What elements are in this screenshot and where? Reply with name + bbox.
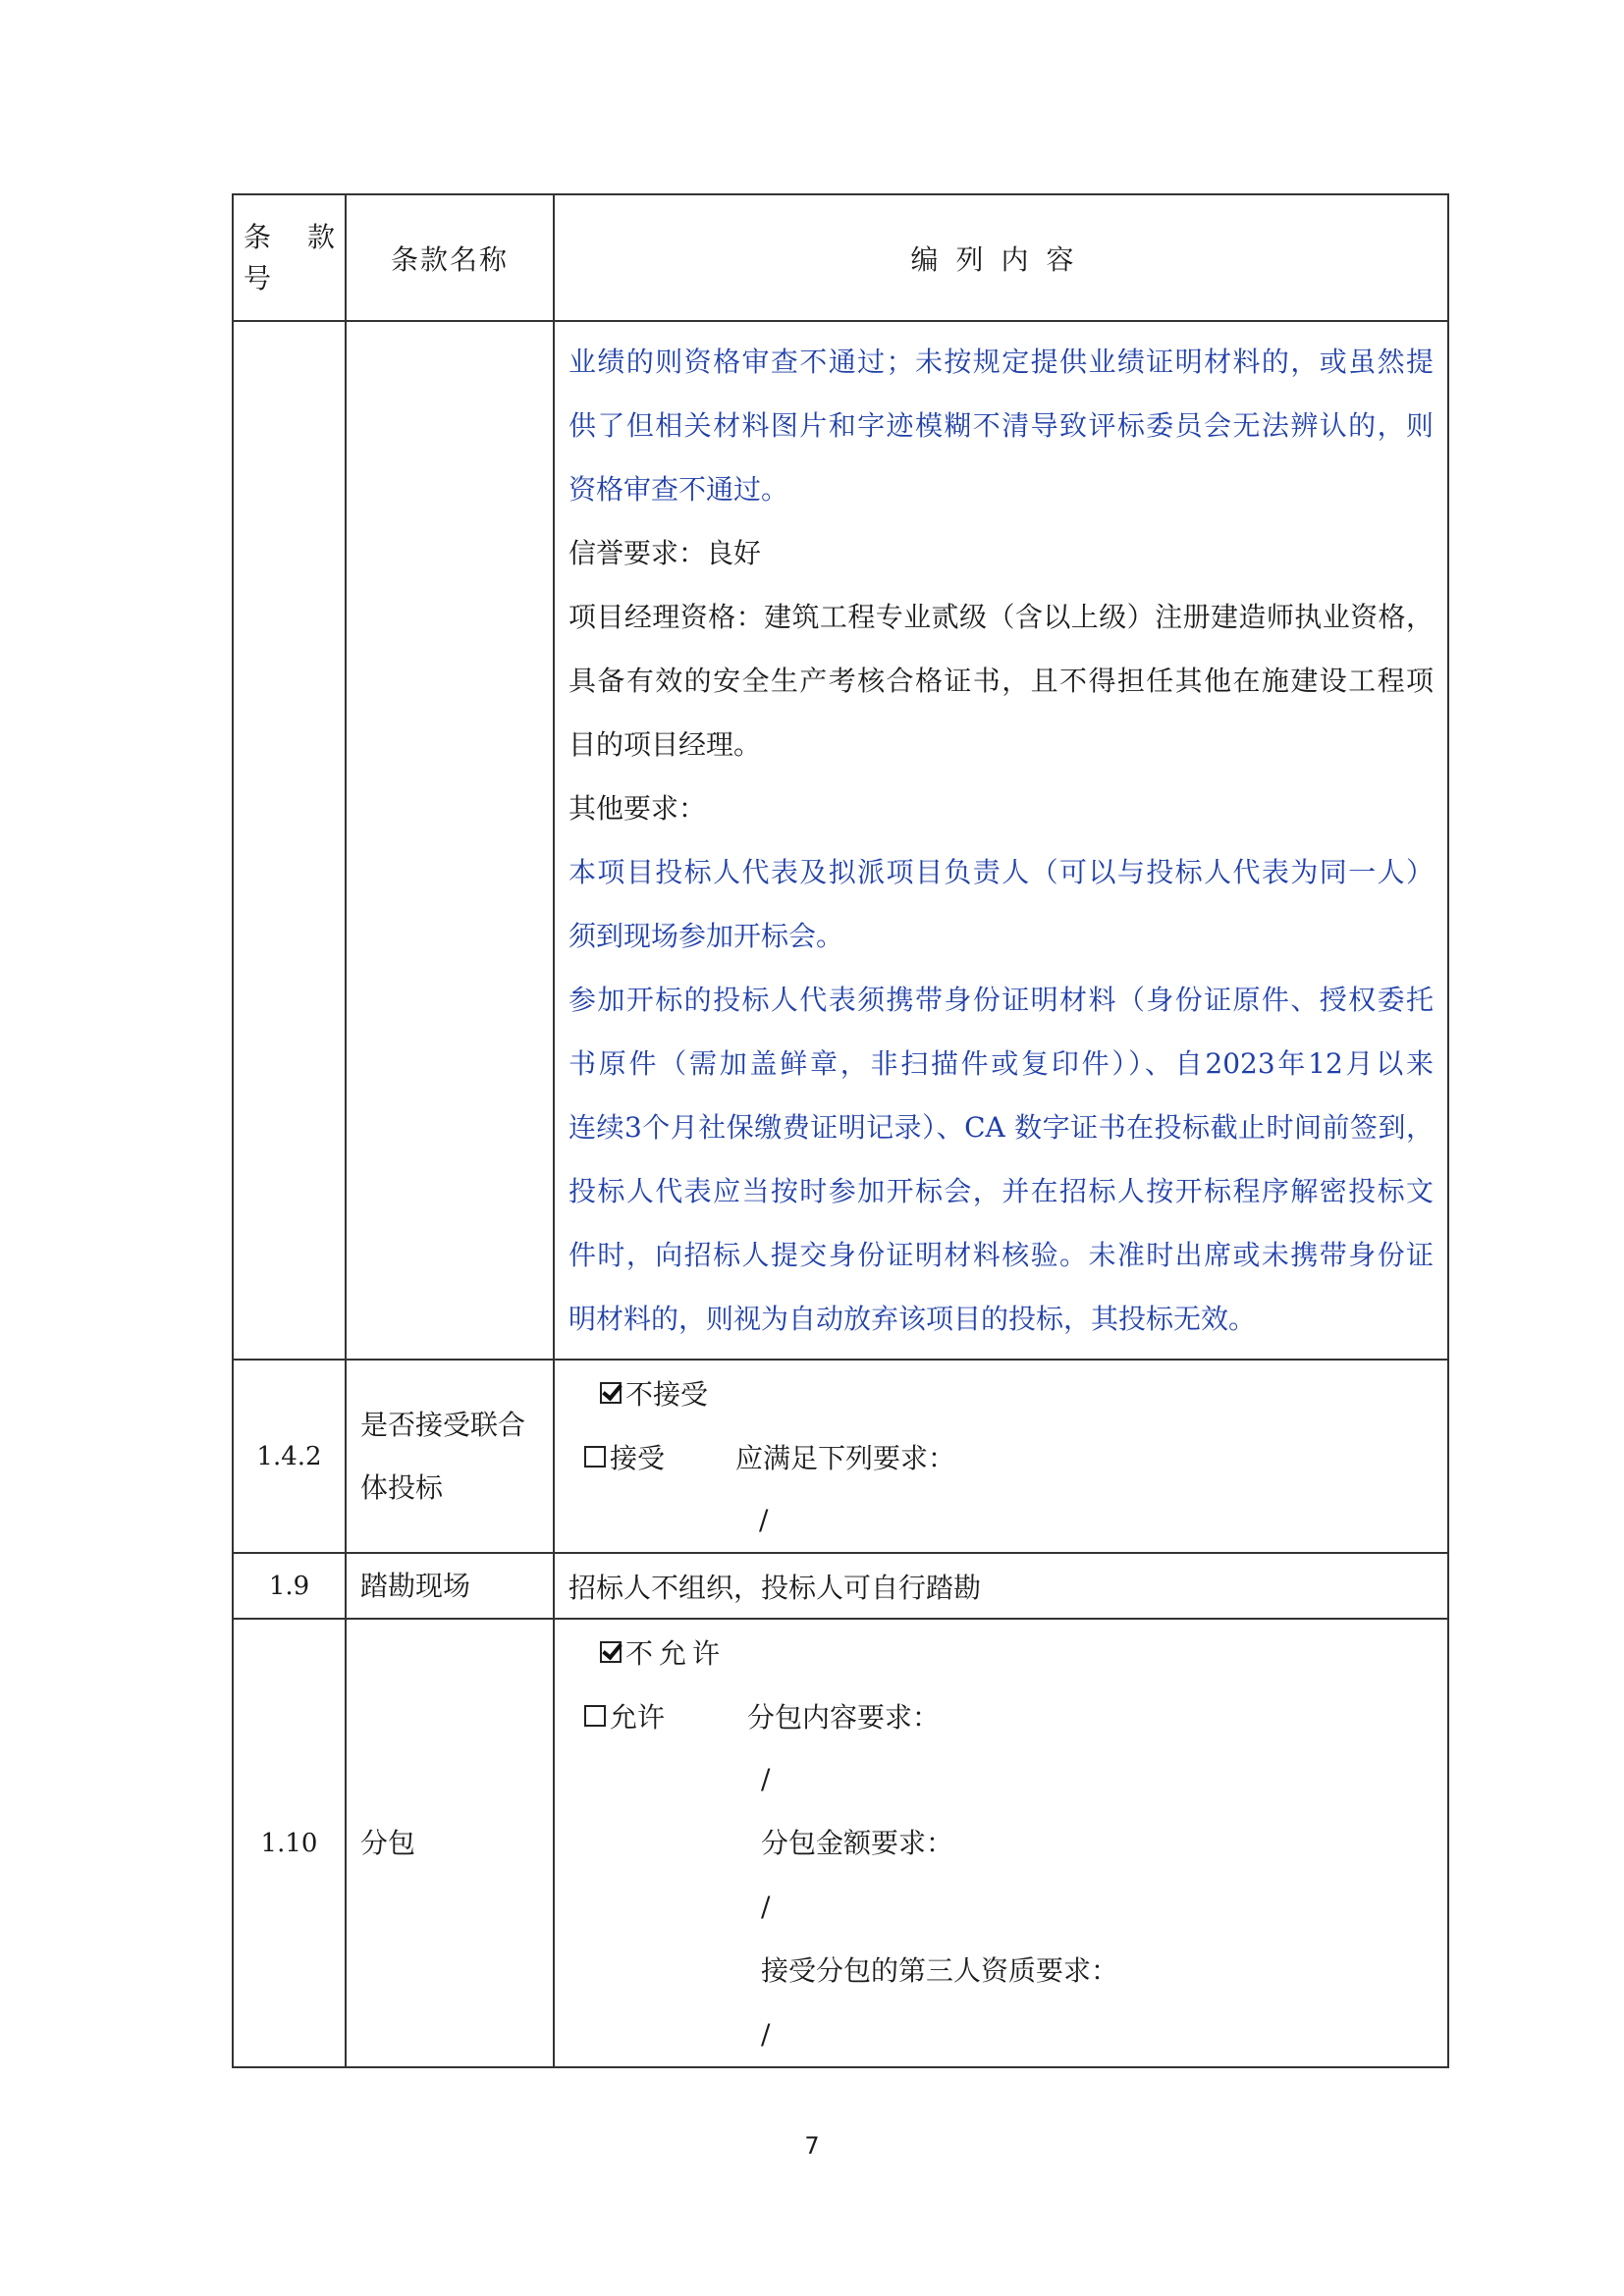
requirement-value: /: [761, 1763, 771, 1795]
table-row: [233, 1553, 1448, 1619]
cell-content: [554, 1360, 1448, 1553]
header-clause-name: 条款名称: [346, 194, 554, 321]
checked-checkbox-icon: [600, 1641, 622, 1663]
requirement-value: /: [759, 1504, 769, 1536]
page-number: 7: [804, 2132, 820, 2160]
content-line: 目的项目经理。: [568, 728, 762, 761]
option-allow: 允许 分包内容要求：: [568, 1683, 1434, 1747]
clause-name: 是否接受联合体投标: [346, 1360, 554, 1553]
cell-name-empty: [346, 321, 554, 1360]
cell-content: [554, 1619, 1448, 2067]
checked-checkbox-icon: [600, 1382, 622, 1404]
requirement-value: /: [761, 1891, 771, 1923]
table-row: [233, 1360, 1448, 1553]
clause-number: 1.10: [233, 1619, 346, 2067]
content-line: 连续3个月社保缴费证明记录）、CA 数字证书在投标截止时间前签到，: [568, 1111, 1434, 1144]
empty-checkbox-icon: [584, 1446, 606, 1468]
table-header-row: [233, 194, 1448, 321]
requirement-label: 应满足下列要求：: [735, 1441, 956, 1474]
content-line: 供了但相关材料图片和字迹模糊不清导致评标委员会无法辨认的，则: [568, 409, 1434, 442]
option-not-accept: 不接受: [568, 1361, 1434, 1424]
content-line: 具备有效的安全生产考核合格证书，且不得担任其他在施建设工程项: [568, 665, 1434, 697]
table-row: [233, 321, 1448, 1360]
clause-name: 分包: [346, 1619, 554, 2067]
requirement-label: 分包内容要求：: [747, 1700, 941, 1734]
clause-table: [232, 193, 1449, 2068]
requirement-value: /: [761, 2018, 771, 2051]
requirement-label: 接受分包的第三人资质要求：: [761, 1954, 1119, 1987]
cell-number-empty: [233, 321, 346, 1360]
content-line: 投标人代表应当按时参加开标会，并在招标人按开标程序解密投标文: [568, 1175, 1434, 1207]
content-line: 其他要求：: [568, 792, 707, 825]
content-line: 参加开标的投标人代表须携带身份证明材料（身份证原件、授权委托: [568, 984, 1434, 1016]
empty-checkbox-icon: [584, 1705, 606, 1727]
clause-number: 1.4.2: [233, 1360, 346, 1553]
option-accept: 接受 应满足下列要求：: [568, 1424, 1434, 1488]
header-clause-no: 条 款 号: [233, 194, 346, 321]
option-not-allow: 不允许: [568, 1620, 1434, 1683]
content-line: 本项目投标人代表及拟派项目负责人（可以与投标人代表为同一人）: [568, 856, 1434, 888]
content-line: 件时，向招标人提交身份证明材料核验。未准时出席或未携带身份证: [568, 1239, 1434, 1271]
clause-name: 踏勘现场: [346, 1553, 554, 1619]
content-line: 明材料的，则视为自动放弃该项目的投标，其投标无效。: [568, 1303, 1257, 1335]
clause-number: 1.9: [233, 1553, 346, 1619]
header-content: 编列内容: [554, 194, 1448, 321]
cell-content: 招标人不组织，投标人可自行踏勘: [554, 1553, 1448, 1619]
table-row: [233, 1619, 1448, 2067]
content-line: 业绩的则资格审查不通过；未按规定提供业绩证明材料的，或虽然提: [568, 346, 1434, 378]
content-line: 书原件（需加盖鲜章，非扫描件或复印件））、自2023年12月以来: [568, 1047, 1434, 1080]
requirement-label: 分包金额要求：: [761, 1827, 954, 1859]
cell-content: [554, 321, 1448, 1360]
content-line: 信誉要求：良好: [568, 537, 762, 569]
content-line: 须到现场参加开标会。: [568, 920, 844, 952]
content-line: 项目经理资格：建筑工程专业贰级（含以上级）注册建造师执业资格，: [568, 601, 1434, 633]
content-line: 资格审查不通过。: [568, 473, 789, 506]
